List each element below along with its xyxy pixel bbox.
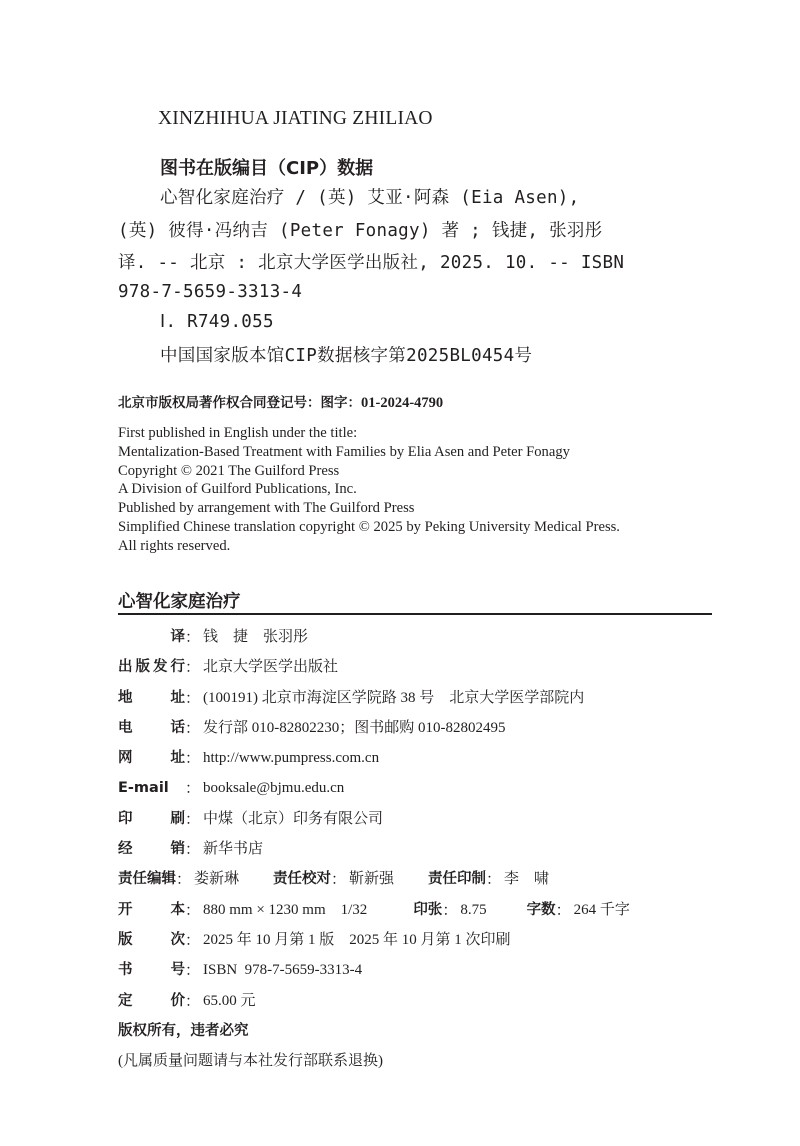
value: 新华书店 — [203, 841, 264, 858]
colon: ： — [185, 628, 201, 646]
label: 地址 — [118, 689, 185, 706]
value: 65.00 元 — [203, 992, 256, 1009]
colon: ： — [185, 900, 201, 919]
row-email — [118, 773, 630, 803]
colon: ： — [185, 749, 201, 768]
english-line: First published in English under the title: — [118, 425, 358, 441]
value: 264 千字 — [573, 901, 630, 918]
value: 北京大学医学出版社 — [203, 659, 339, 676]
row-rights — [118, 1016, 630, 1046]
colon: ： — [185, 930, 201, 949]
colon: ： — [185, 688, 201, 707]
label: 责任校对 — [273, 871, 332, 888]
value: 发行部 010-82802230；图书邮购 010-82802495 — [203, 719, 506, 736]
label: 电话 — [118, 719, 185, 736]
value: 8.75 — [460, 901, 487, 918]
colon: ： — [185, 991, 201, 1010]
website-link[interactable]: http://www.pumpress.com.cn — [203, 750, 380, 767]
book-title: 心智化家庭治疗 — [118, 592, 241, 612]
english-line: A Division of Guilford Publications, Inc. — [118, 481, 357, 498]
pinyin-title: XINZHIHUA JIATING ZHILIAO — [158, 108, 433, 129]
cip-line: 心智化家庭治疗 / (英) 艾亚·阿森 (Eia Asen), — [160, 188, 580, 208]
value: 娄新琳 — [194, 871, 240, 888]
row-edition — [118, 925, 630, 955]
return-notice: (凡属质量问题请与本社发行部联系退换) — [118, 1053, 383, 1070]
label: 印刷 — [118, 810, 185, 827]
registration-number: 01-2024-4790 — [361, 395, 444, 411]
row-phone — [118, 713, 630, 743]
cip-heading: 图书在版编目（CIP）数据 — [160, 158, 374, 179]
row-printer — [118, 804, 630, 834]
label: 开本 — [118, 901, 185, 918]
colon: ： — [486, 870, 502, 889]
english-line: Simplified Chinese translation copyright © 2025 by Peking University Medical Press. — [118, 518, 620, 535]
label: 译 — [170, 629, 185, 645]
english-line: Published by arrangement with The Guilford Press — [118, 500, 415, 517]
value: 中煤（北京）印务有限公司 — [203, 810, 384, 827]
value: 钱 捷 张羽彤 — [203, 629, 309, 645]
value: 2025 年 10 月第 1 版 2025 年 10 月第 1 次印刷 — [203, 931, 511, 948]
cip-record-number: 中国国家版本馆CIP数据核字第2025BL0454号 — [160, 346, 533, 366]
row-isbn — [118, 955, 630, 985]
english-line: Copyright © 2021 The Guilford Press — [118, 462, 340, 479]
cip-classification: Ⅰ. R749.055 — [160, 312, 274, 332]
value: (100191) 北京市海淀区学院路 38 号 北京大学医学部院内 — [203, 689, 585, 706]
row-editors — [118, 864, 630, 894]
label: 责任编辑 — [118, 871, 176, 888]
label: 书号 — [118, 962, 185, 979]
rights-notice: 版权所有，违者必究 — [118, 1022, 249, 1039]
row-address — [118, 683, 630, 713]
colon: ： — [185, 961, 201, 980]
label: E-mail — [118, 780, 169, 797]
cip-line: (英) 彼得·冯纳吉 (Peter Fonagy) 著 ; 钱捷, 张羽彤 — [118, 221, 603, 241]
row-translator — [118, 622, 630, 652]
registration-label: 北京市版权局著作权合同登记号：图字： — [118, 395, 361, 411]
colon: ： — [442, 900, 458, 919]
row-website — [118, 743, 630, 773]
label: 责任印制 — [428, 871, 487, 888]
colon: ： — [185, 840, 201, 859]
english-line: All rights reserved. — [118, 537, 231, 554]
value: ISBN 978-7-5659-3313-4 — [203, 962, 363, 979]
label: 定价 — [118, 992, 185, 1009]
colon: ： — [555, 900, 571, 919]
publication-details — [118, 622, 630, 1076]
label: 经销 — [118, 841, 185, 858]
label: 出版发行 — [118, 659, 185, 676]
colon: ： — [176, 870, 192, 889]
divider — [118, 613, 712, 615]
colon: ： — [185, 809, 201, 828]
row-publisher — [118, 652, 630, 682]
label: 印张 — [413, 901, 443, 918]
colon: ： — [331, 870, 347, 889]
value: 880 mm × 1230 mm 1/32 — [203, 901, 368, 918]
value: 李 啸 — [504, 871, 550, 888]
label: 字数 — [526, 901, 556, 918]
english-line: Mentalization-Based Treatment with Families by Elia Asen and Peter Fonagy — [118, 443, 570, 460]
row-return-notice — [118, 1046, 630, 1076]
colon: ： — [185, 779, 201, 798]
value: 靳新强 — [349, 871, 395, 888]
label: 网址 — [118, 750, 185, 767]
colon: ： — [185, 718, 201, 737]
colon: ： — [185, 658, 201, 677]
cip-line: 978-7-5659-3313-4 — [118, 282, 303, 302]
row-format — [118, 895, 630, 925]
label: 版次 — [118, 931, 185, 948]
cip-line: 译. -- 北京 : 北京大学医学出版社, 2025. 10. -- ISBN — [118, 253, 625, 273]
row-distributor — [118, 834, 630, 864]
english-notice — [118, 424, 620, 556]
copyright-registration — [118, 391, 443, 412]
email-link[interactable]: booksale@bjmu.edu.cn — [203, 780, 345, 797]
row-price — [118, 986, 630, 1016]
